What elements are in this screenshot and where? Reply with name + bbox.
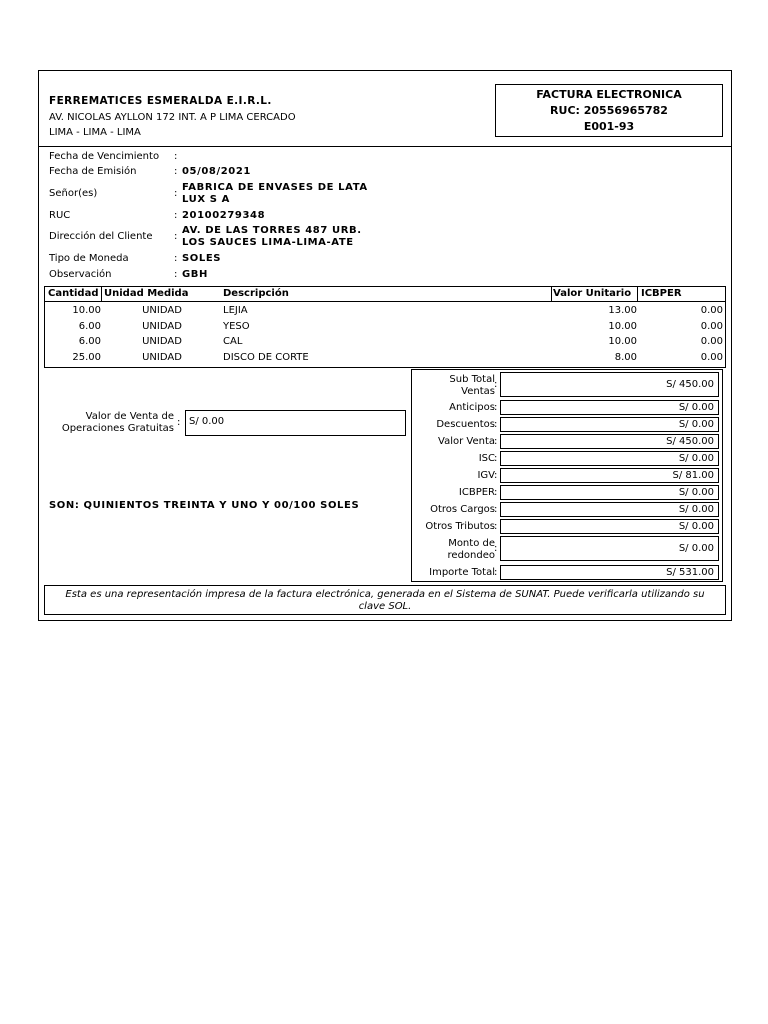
gratuitas-value: S/ 0.00 <box>185 410 406 436</box>
cell-unidad: UNIDAD <box>142 352 182 363</box>
document-number: E001-93 <box>583 120 635 133</box>
total-colon: : <box>494 402 498 413</box>
total-value-descuentos: S/ 0.00 <box>500 417 719 432</box>
company-address-line1: AV. NICOLAS AYLLON 172 INT. A P LIMA CERCADO <box>49 112 296 123</box>
total-label-subtotal <box>413 374 498 398</box>
total-label-isc: ISC <box>478 453 495 464</box>
field-colon: : <box>174 188 178 199</box>
gratuitas-label-line2: Operaciones Gratuitas <box>61 423 174 434</box>
cell-valor-unitario: 10.00 <box>608 336 637 347</box>
total-label-icbper: ICBPER <box>458 487 495 498</box>
field-colon: : <box>174 210 178 221</box>
field-value-emision: 05/08/2021 <box>182 166 251 177</box>
total-label-otros-tributos: Otros Tributos <box>425 521 495 532</box>
total-value-anticipos: S/ 0.00 <box>500 400 719 415</box>
total-label-importe-total: Importe Total <box>429 567 495 578</box>
cell-cantidad: 6.00 <box>78 321 101 332</box>
cell-valor-unitario: 8.00 <box>614 352 637 363</box>
cell-valor-unitario: 13.00 <box>608 305 637 316</box>
cell-icbper: 0.00 <box>700 336 723 347</box>
amount-in-words: SON: QUINIENTOS TREINTA Y UNO Y 00/100 SOLES <box>49 500 360 511</box>
field-value-direccion-line2: LOS SAUCES LIMA-LIMA-ATE <box>182 237 354 248</box>
gratuitas-colon: : <box>177 417 181 428</box>
legal-footer: Esta es una representación impresa de la factura electrónica, generada en el Sistema de SUNAT. Puede verificarla utilizando su clave SOL. <box>44 585 726 615</box>
total-label-subtotal-line2: Ventas <box>461 386 495 397</box>
total-colon: : <box>494 453 498 464</box>
total-colon: : <box>494 436 498 447</box>
column-header-cantidad: Cantidad <box>48 288 99 299</box>
cell-descripcion: CAL <box>223 336 243 347</box>
total-label-otros-cargos: Otros Cargos <box>430 504 495 515</box>
cell-descripcion: LEJIA <box>223 305 248 316</box>
total-colon: : <box>494 504 498 515</box>
company-address-line2: LIMA - LIMA - LIMA <box>49 127 141 138</box>
total-value-redondeo: S/ 0.00 <box>500 536 719 561</box>
total-colon: : <box>494 487 498 498</box>
total-value-isc: S/ 0.00 <box>500 451 719 466</box>
total-value-otros-cargos: S/ 0.00 <box>500 502 719 517</box>
field-value-direccion-line1: AV. DE LAS TORRES 487 URB. <box>182 225 362 236</box>
cell-icbper: 0.00 <box>700 321 723 332</box>
total-colon: : <box>494 521 498 532</box>
document-ruc: RUC: 20556965782 <box>550 104 668 117</box>
field-value-moneda: SOLES <box>182 253 222 264</box>
cell-icbper: 0.00 <box>700 352 723 363</box>
total-value-igv: S/ 81.00 <box>500 468 719 483</box>
gratuitas-label-line1: Valor de Venta de <box>85 411 174 422</box>
company-name: FERREMATICES ESMERALDA E.I.R.L. <box>49 95 272 107</box>
column-header-icbper: ICBPER <box>641 288 682 299</box>
document-type: FACTURA ELECTRONICA <box>536 88 682 101</box>
total-value-importe-total: S/ 531.00 <box>500 565 719 580</box>
total-label-redondeo <box>413 538 498 562</box>
cell-valor-unitario: 10.00 <box>608 321 637 332</box>
column-divider <box>637 286 638 301</box>
cell-unidad: UNIDAD <box>142 336 182 347</box>
cell-unidad: UNIDAD <box>142 305 182 316</box>
column-divider <box>551 286 552 301</box>
field-colon: : <box>174 166 178 177</box>
total-value-valor-venta: S/ 450.00 <box>500 434 719 449</box>
cell-icbper: 0.00 <box>700 305 723 316</box>
column-header-valor-unitario: Valor Unitario <box>553 288 632 299</box>
cell-cantidad: 10.00 <box>72 305 101 316</box>
total-colon: : <box>494 567 498 578</box>
total-value-subtotal: S/ 450.00 <box>500 372 719 397</box>
total-colon: : <box>494 543 498 554</box>
total-label-redondeo-line1: Monto de <box>448 538 495 549</box>
cell-unidad: UNIDAD <box>142 321 182 332</box>
cell-cantidad: 6.00 <box>78 336 101 347</box>
field-colon: : <box>174 269 178 280</box>
header-divider <box>38 146 732 147</box>
field-label-moneda: Tipo de Moneda <box>49 253 129 264</box>
total-colon: : <box>494 419 498 430</box>
cell-descripcion: YESO <box>223 321 250 332</box>
field-label-emision: Fecha de Emisión <box>49 166 137 177</box>
total-label-redondeo-line2: redondeo <box>447 550 495 561</box>
column-divider <box>101 286 102 301</box>
field-colon: : <box>174 231 178 242</box>
cell-cantidad: 25.00 <box>72 352 101 363</box>
field-label-direccion: Dirección del Cliente <box>49 231 153 242</box>
field-label-vencimiento: Fecha de Vencimiento <box>49 151 160 162</box>
field-value-senor-line2: LUX S A <box>182 194 230 205</box>
total-label-descuentos: Descuentos <box>436 419 495 430</box>
field-value-senor-line1: FABRICA DE ENVASES DE LATA <box>182 182 368 193</box>
field-colon: : <box>174 151 178 162</box>
total-label-igv: IGV <box>477 470 495 481</box>
gratuitas-label <box>50 411 174 435</box>
field-label-ruc: RUC <box>49 210 71 221</box>
field-label-senor: Señor(es) <box>49 188 98 199</box>
total-value-icbper: S/ 0.00 <box>500 485 719 500</box>
total-label-subtotal-line1: Sub Total <box>449 374 495 385</box>
field-value-observacion: GBH <box>182 269 208 280</box>
total-label-valor-venta: Valor Venta <box>438 436 495 447</box>
column-header-descripcion: Descripción <box>223 288 289 299</box>
total-value-otros-tributos: S/ 0.00 <box>500 519 719 534</box>
total-colon: : <box>494 379 498 390</box>
items-header-divider <box>44 301 726 302</box>
cell-descripcion: DISCO DE CORTE <box>223 352 309 363</box>
document-id-box <box>495 84 723 137</box>
total-label-anticipos: Anticipos <box>449 402 495 413</box>
field-value-ruc: 20100279348 <box>182 210 266 221</box>
field-colon: : <box>174 253 178 264</box>
total-colon: : <box>494 470 498 481</box>
field-label-observacion: Observación <box>49 269 112 280</box>
column-header-unidad: Unidad Medida <box>104 288 189 299</box>
